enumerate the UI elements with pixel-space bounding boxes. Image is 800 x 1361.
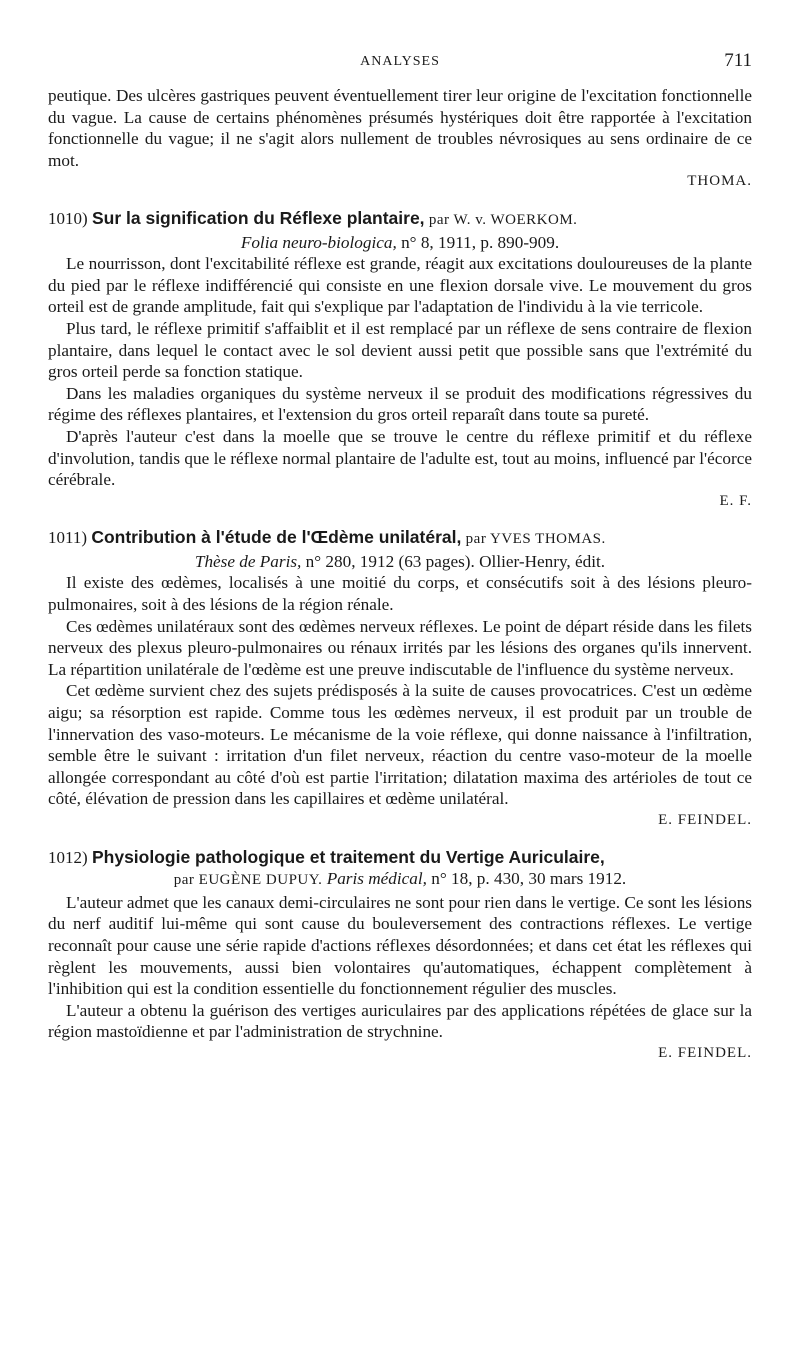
- entry-title: Contribution à l'étude de l'Œdème unilatéral,: [91, 527, 462, 548]
- entry-source-line: [48, 232, 752, 254]
- entry-author: par W. v. WOERKOM.: [428, 211, 578, 228]
- entry-source-line: [48, 868, 752, 892]
- entry-1010: [48, 208, 752, 512]
- entry-heading: [48, 208, 752, 232]
- entry-paragraph: Il existe des œdèmes, localisés à une moitié du corps, et consécutifs soit à des lésions pleuro-pulmonaires, soit à des lésions de la région rénale.: [48, 573, 752, 615]
- entry-paragraph: Plus tard, le réflexe primitif s'affaiblit et il est remplacé par un réflexe de sens contraire de flexion plantaire, dans lequel le contact avec le sol devient aussi petit que possible sans que l'extrémité du gros orteil perde sa fonction statique.: [48, 318, 752, 382]
- page-body: [48, 85, 752, 1065]
- intro-paragraph: peutique. Des ulcères gastriques peuvent éventuellement tirer leur origine de l'excitation fonctionnelle du vague. La cause de certains phénomènes présumés hystériques doit être rapportée à l'excitation fonctionnelle du vague; il ne s'agit alors nullement de troubles névrosiques au sens ordinaire de ce mot.: [48, 86, 752, 170]
- entry-number: 1012): [48, 847, 88, 867]
- entry-source-line: [48, 551, 752, 573]
- entry-paragraph: L'auteur admet que les canaux demi-circulaires ne sont pour rien dans le vertige. Ce sont les lésions du nerf auditif lui-même qui sont cause du bouleversement des contractions réflexes. Le vertige reconnaît pour cause une série rapide d'actions réflexes désordonnées; et dans cet état les réflexes qui règlent les mouvements, aussi bien volontaires qu'automatiques, échappent complètement à l'inhibition qui est la condition essentielle du fonctionnement régulier des muscles.: [48, 892, 752, 999]
- entry-signature: E. FEINDEL.: [658, 1044, 752, 1061]
- entry-author: par EUGÈNE DUPUY.: [173, 872, 323, 889]
- page-header: [48, 50, 752, 74]
- entry-source: Thèse de Paris,: [194, 551, 302, 571]
- entry-source-details: n° 8, 1911, p. 890-909.: [401, 232, 560, 252]
- entry-title: Sur la signification du Réflexe plantaire,: [91, 207, 425, 228]
- entry-source-details: n° 18, p. 430, 30 mars 1912.: [431, 869, 627, 889]
- entry-author: par YVES THOMAS.: [465, 531, 606, 548]
- entry-paragraph: D'après l'auteur c'est dans la moelle que se trouve le centre du réflexe primitif et du réflexe d'involution, tandis que le réflexe normal plantaire de l'adulte est, tout au moins, influencé par l'écorce cérébrale.: [48, 426, 752, 490]
- entry-source: Paris médical,: [326, 869, 427, 889]
- entry-1012: [48, 847, 752, 1065]
- entry-signature: E. FEINDEL.: [658, 812, 752, 828]
- entry-signature: E. F.: [719, 492, 752, 509]
- entry-paragraph: L'auteur a obtenu la guérison des vertiges auriculaires par des applications répétées de glace sur la région mastoïdienne et par l'administration de strychnine.: [48, 1000, 752, 1042]
- entry-heading: [48, 847, 752, 869]
- entry-number: 1010): [48, 208, 88, 228]
- intro-signature: THOMA.: [687, 173, 752, 190]
- entry-title: Physiologie pathologique et traitement du Vertige Auriculaire,: [91, 846, 605, 867]
- entry-paragraph: Le nourrisson, dont l'excitabilité réflexe est grande, réagit aux excitations douloureuses de la plante du pied par le réflexe indifférencié qui consiste en une flexion dorsale vive. Le mouvement du gros orteil est de grande amplitude, fait qui s'explique par l'adaptation de l'individu à la vie terricole.: [48, 254, 752, 317]
- entry-1011: [48, 527, 752, 831]
- entry-source: Folia neuro-biologica,: [240, 232, 397, 252]
- page-number: 711: [724, 50, 752, 71]
- entry-heading: [48, 527, 752, 551]
- entry-paragraph: Ces œdèmes unilatéraux sont des œdèmes nerveux réflexes. Le point de départ réside dans les filets nerveux des plexus pleuro-pulmonaires ou rénaux irrités par les lésions des organes qu'ils innervent. La répartition unilatérale de l'œdème est une preuve indiscutable de l'influence du système nerveux.: [48, 616, 752, 679]
- running-title: ANALYSES: [360, 54, 440, 69]
- entry-paragraph: Cet œdème survient chez des sujets prédisposés à la suite de causes provocatrices. C'est un œdème aigu; sa résorption est rapide. Comme tous les œdèmes nerveux, il est produit par un trouble de l'innervation des vaso-moteurs. Le mécanisme de la voie réflexe, qui donne naissance à l'infiltration, semble être le suivant : irritation d'un filet nerveux, réaction du centre vaso-moteur de la moelle allongée correspondant au côté d'où est partie l'irritation; dilatation maxima des artérioles de tout ce côté, élévation de pression dans les capillaires et œdème unilatéral.: [48, 681, 752, 809]
- entry-source-details: n° 280, 1912 (63 pages). Ollier-Henry, édit.: [305, 551, 606, 571]
- entry-number: 1011): [48, 528, 88, 548]
- entry-paragraph: Dans les maladies organiques du système nerveux il se produit des modifications régressives du régime des réflexes plantaires, et l'extension du gros orteil reparaît dans toute sa pureté.: [48, 383, 752, 425]
